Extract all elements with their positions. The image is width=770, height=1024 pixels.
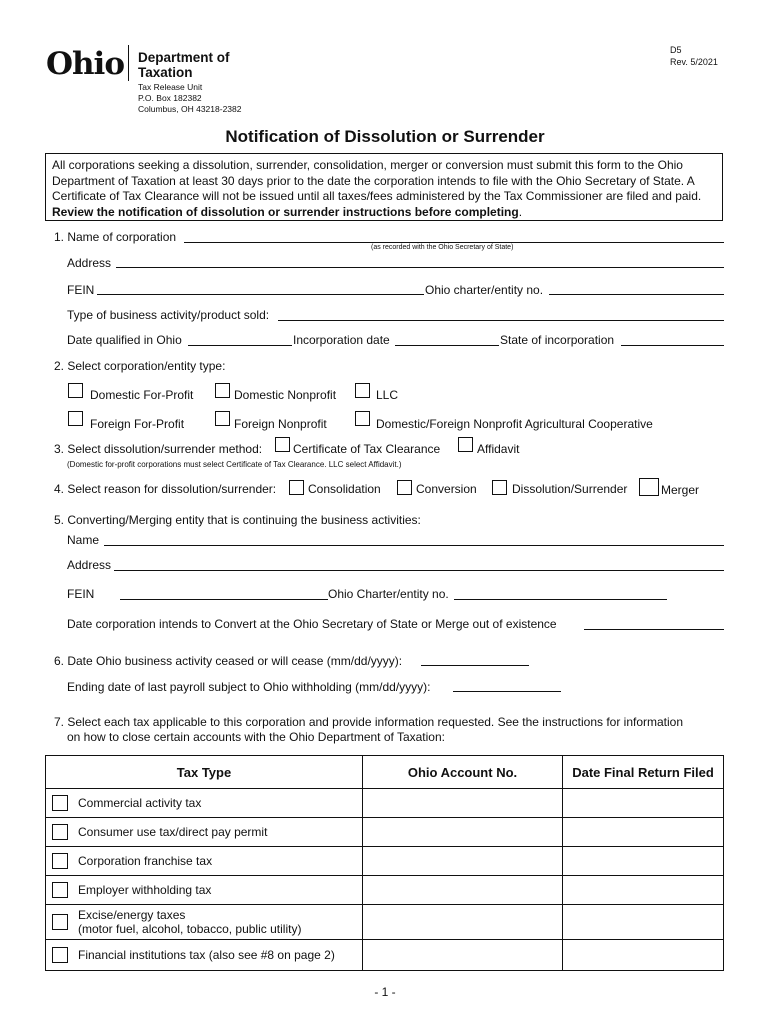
agricultural-coop-checkbox[interactable] <box>355 411 370 426</box>
fein-field[interactable] <box>97 294 424 295</box>
row-checkbox[interactable] <box>52 795 68 811</box>
state-field[interactable] <box>621 345 724 346</box>
continuing-entity-label: 5. Converting/Merging entity that is continuing the business activities: <box>54 513 421 527</box>
form-info <box>670 44 718 68</box>
domestic-nonprofit-checkbox[interactable] <box>215 383 230 398</box>
row-checkbox[interactable] <box>52 947 68 963</box>
tax-type-label <box>78 908 301 936</box>
entity-name-label: Name <box>67 533 100 547</box>
payroll-date-field[interactable] <box>453 691 561 692</box>
col-account-no: Ohio Account No. <box>363 756 563 789</box>
tax-type-label: Employer withholding tax <box>78 883 212 897</box>
department-name <box>138 50 230 80</box>
llc-label: LLC <box>376 388 399 402</box>
table-row <box>46 847 724 876</box>
domestic-for-profit-label: Domestic For-Profit <box>90 388 194 402</box>
foreign-nonprofit-label: Foreign Nonprofit <box>234 417 327 431</box>
domestic-nonprofit-label: Domestic Nonprofit <box>234 388 337 402</box>
incorporation-date-label: Incorporation date <box>293 333 390 347</box>
corporation-name-label: 1. Name of corporation <box>54 230 177 244</box>
account-no-cell[interactable] <box>363 876 563 905</box>
tax-section-line2: on how to close certain accounts with the Ohio Department of Taxation: <box>67 730 445 744</box>
account-no-cell[interactable] <box>363 905 563 940</box>
foreign-nonprofit-checkbox[interactable] <box>215 411 230 426</box>
merger-label: Merger <box>661 483 700 497</box>
charter-field[interactable] <box>549 294 724 295</box>
agricultural-coop-label: Domestic/Foreign Nonprofit Agricultural Cooperative <box>376 417 653 431</box>
department-line1: Department of <box>138 50 230 65</box>
corporation-name-field[interactable] <box>184 242 724 243</box>
entity-fein-field[interactable] <box>120 599 328 600</box>
address-line3: Columbus, OH 43218-2382 <box>138 104 242 114</box>
payroll-date-label: Ending date of last payroll subject to Ohio withholding (mm/dd/yyyy): <box>67 680 431 694</box>
intro-text: All corporations seeking a dissolution, surrender, consolidation, merger or conversion must submit this form to the Ohio Department of Taxation at least 30 days prior to the date the corporation intends to file with the Ohio Secretary of State. A Certificate of Tax Clearance will not be issued until all taxes/fees administered by the Tax Commissioner are filed and paid. <box>52 158 702 203</box>
certificate-label: Certificate of Tax Clearance <box>293 442 441 456</box>
dissolution-label: Dissolution/Surrender <box>512 482 628 496</box>
table-row <box>46 818 724 847</box>
table-row <box>46 905 724 940</box>
table-row <box>46 940 724 971</box>
final-return-cell[interactable] <box>563 876 724 905</box>
final-return-cell[interactable] <box>563 818 724 847</box>
affidavit-label: Affidavit <box>477 442 520 456</box>
table-row <box>46 876 724 905</box>
final-return-cell[interactable] <box>563 789 724 818</box>
entity-name-field[interactable] <box>104 545 724 546</box>
cease-date-label: 6. Date Ohio business activity ceased or will cease (mm/dd/yyyy): <box>54 654 403 668</box>
tax-table <box>45 755 724 971</box>
domestic-for-profit-checkbox[interactable] <box>68 383 83 398</box>
charter-label: Ohio charter/entity no. <box>425 283 544 297</box>
ohio-logo: Ohio <box>46 46 124 82</box>
tax-type-label: Commercial activity tax <box>78 796 202 810</box>
tax-section-intro <box>54 715 683 745</box>
table-row <box>46 789 724 818</box>
tax-section-line1: 7. Select each tax applicable to this corporation and provide information requested. See the instructions for information <box>54 715 684 729</box>
row-checkbox[interactable] <box>52 824 68 840</box>
llc-checkbox[interactable] <box>355 383 370 398</box>
foreign-for-profit-checkbox[interactable] <box>68 411 83 426</box>
tax-type-label: Corporation franchise tax <box>78 854 213 868</box>
method-note: (Domestic for-profit corporations must select Certificate of Tax Clearance. LLC select Affidavit.) <box>67 460 402 469</box>
method-label: 3. Select dissolution/surrender method: <box>54 442 263 456</box>
address-line1: Tax Release Unit <box>138 82 203 92</box>
tax-type-label: Financial institutions tax (also see #8 on page 2) <box>78 948 335 962</box>
activity-label: Type of business activity/product sold: <box>67 308 270 322</box>
intro-bold-text: Review the notification of dissolution or surrender instructions before completing <box>52 204 519 219</box>
incorporation-date-field[interactable] <box>395 345 499 346</box>
entity-address-field[interactable] <box>114 570 724 571</box>
account-no-cell[interactable] <box>363 818 563 847</box>
entity-fein-label: FEIN <box>67 587 95 601</box>
entity-address-label: Address <box>67 558 112 572</box>
consolidation-checkbox[interactable] <box>289 480 304 495</box>
final-return-cell[interactable] <box>563 905 724 940</box>
consolidation-label: Consolidation <box>308 482 381 496</box>
page-number: - 1 - <box>374 985 396 999</box>
intro-box <box>45 153 723 221</box>
mailing-address <box>138 82 241 115</box>
tax-table-header <box>46 756 724 789</box>
entity-type-label: 2. Select corporation/entity type: <box>54 359 226 373</box>
conversion-checkbox[interactable] <box>397 480 412 495</box>
convert-date-label: Date corporation intends to Convert at the Ohio Secretary of State or Merge out of existence <box>67 617 557 631</box>
entity-charter-field[interactable] <box>454 599 667 600</box>
certificate-checkbox[interactable] <box>275 437 290 452</box>
logo-divider <box>128 45 129 81</box>
state-label: State of incorporation <box>500 333 615 347</box>
corporation-name-note: (as recorded with the Ohio Secretary of State) <box>371 244 514 251</box>
col-tax-type: Tax Type <box>46 756 363 789</box>
address-label: Address <box>67 256 112 270</box>
address-line2: P.O. Box 182382 <box>138 93 202 103</box>
department-line2: Taxation <box>138 65 193 80</box>
account-no-cell[interactable] <box>363 789 563 818</box>
activity-field[interactable] <box>278 320 724 321</box>
conversion-label: Conversion <box>416 482 477 496</box>
tax-type-label: Consumer use tax/direct pay permit <box>78 825 268 839</box>
dissolution-checkbox[interactable] <box>492 480 507 495</box>
row-checkbox[interactable] <box>52 853 68 869</box>
intro-end: . <box>518 204 523 219</box>
account-no-cell[interactable] <box>363 940 563 971</box>
row-checkbox[interactable] <box>52 882 68 898</box>
tax-type-line2: (motor fuel, alcohol, tobacco, public utility) <box>78 922 302 936</box>
fein-label: FEIN <box>67 283 95 297</box>
convert-date-field[interactable] <box>584 629 724 630</box>
form-revision: Rev. 5/2021 <box>670 57 718 67</box>
row-checkbox[interactable] <box>52 914 68 930</box>
address-field[interactable] <box>116 267 724 268</box>
reason-label: 4. Select reason for dissolution/surrender: <box>54 482 277 496</box>
page-title: Notification of Dissolution or Surrender <box>225 127 545 146</box>
tax-type-line1: Excise/energy taxes <box>78 908 186 922</box>
final-return-cell[interactable] <box>563 847 724 876</box>
final-return-cell[interactable] <box>563 940 724 971</box>
form-id: D5 <box>670 45 682 55</box>
entity-charter-label: Ohio Charter/entity no. <box>328 587 449 601</box>
cease-date-field[interactable] <box>421 665 529 666</box>
date-qualified-field[interactable] <box>188 345 292 346</box>
col-final-return: Date Final Return Filed <box>563 756 724 789</box>
merger-checkbox[interactable] <box>639 478 659 496</box>
account-no-cell[interactable] <box>363 847 563 876</box>
date-qualified-label: Date qualified in Ohio <box>67 333 182 347</box>
foreign-for-profit-label: Foreign For-Profit <box>90 417 185 431</box>
affidavit-checkbox[interactable] <box>458 437 473 452</box>
